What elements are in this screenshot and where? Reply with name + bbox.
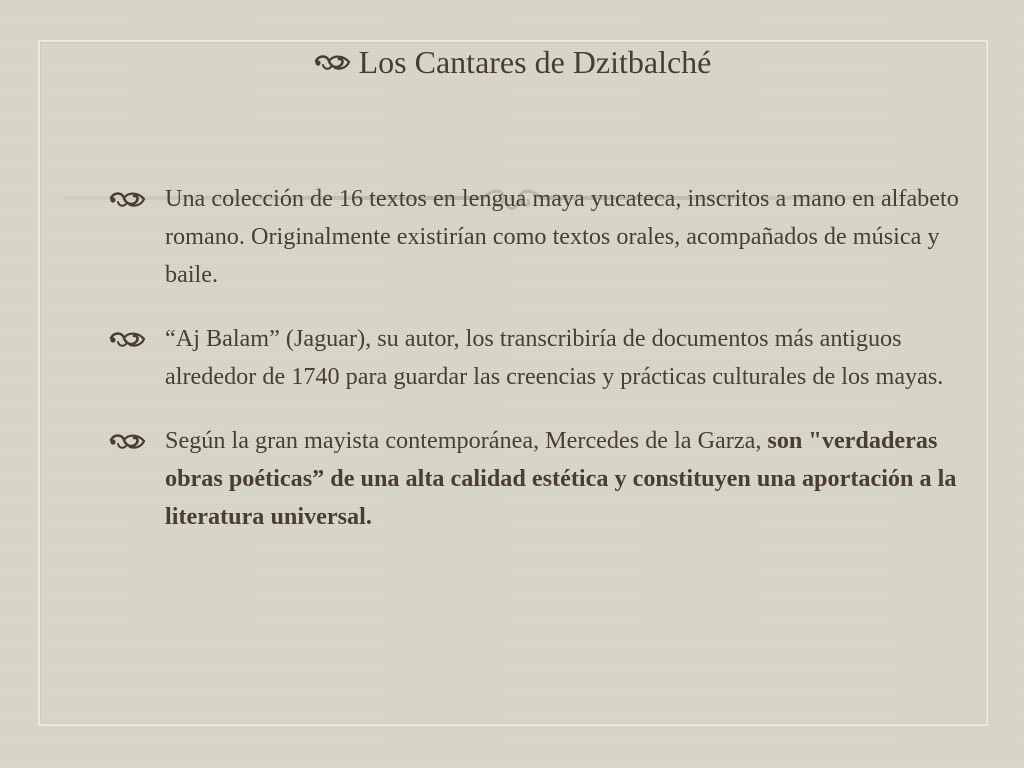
bullet-text: “Aj Balam” (Jaguar), su autor, los transcribiría de documentos más antiguos alrededor de 1740 para guardar las creencias y prácticas culturales de los mayas.	[165, 325, 944, 390]
slide-title	[0, 44, 1024, 80]
fleuron-icon	[313, 53, 353, 73]
fleuron-icon	[108, 190, 148, 210]
fleuron-icon	[108, 330, 148, 350]
bullet-text-bold: son "verdaderas obras poéticas” de una alta calidad estética y constituyen una aportación a la literatura universal.	[165, 427, 957, 530]
bullet-text: Según la gran mayista contemporánea, Mercedes de la Garza,	[165, 427, 768, 454]
bullet-item	[108, 180, 968, 294]
slide-title-text: Los Cantares de Dzitbalché	[358, 44, 712, 80]
fleuron-icon	[108, 432, 148, 452]
bullet-list	[108, 180, 968, 562]
bullet-item	[108, 320, 968, 396]
bullet-text: Una colección de 16 textos en lengua maya yucateca, inscritos a mano en alfabeto romano. Originalmente existirían como textos orales, acompañados de música y baile.	[165, 185, 959, 288]
bullet-item	[108, 422, 968, 536]
